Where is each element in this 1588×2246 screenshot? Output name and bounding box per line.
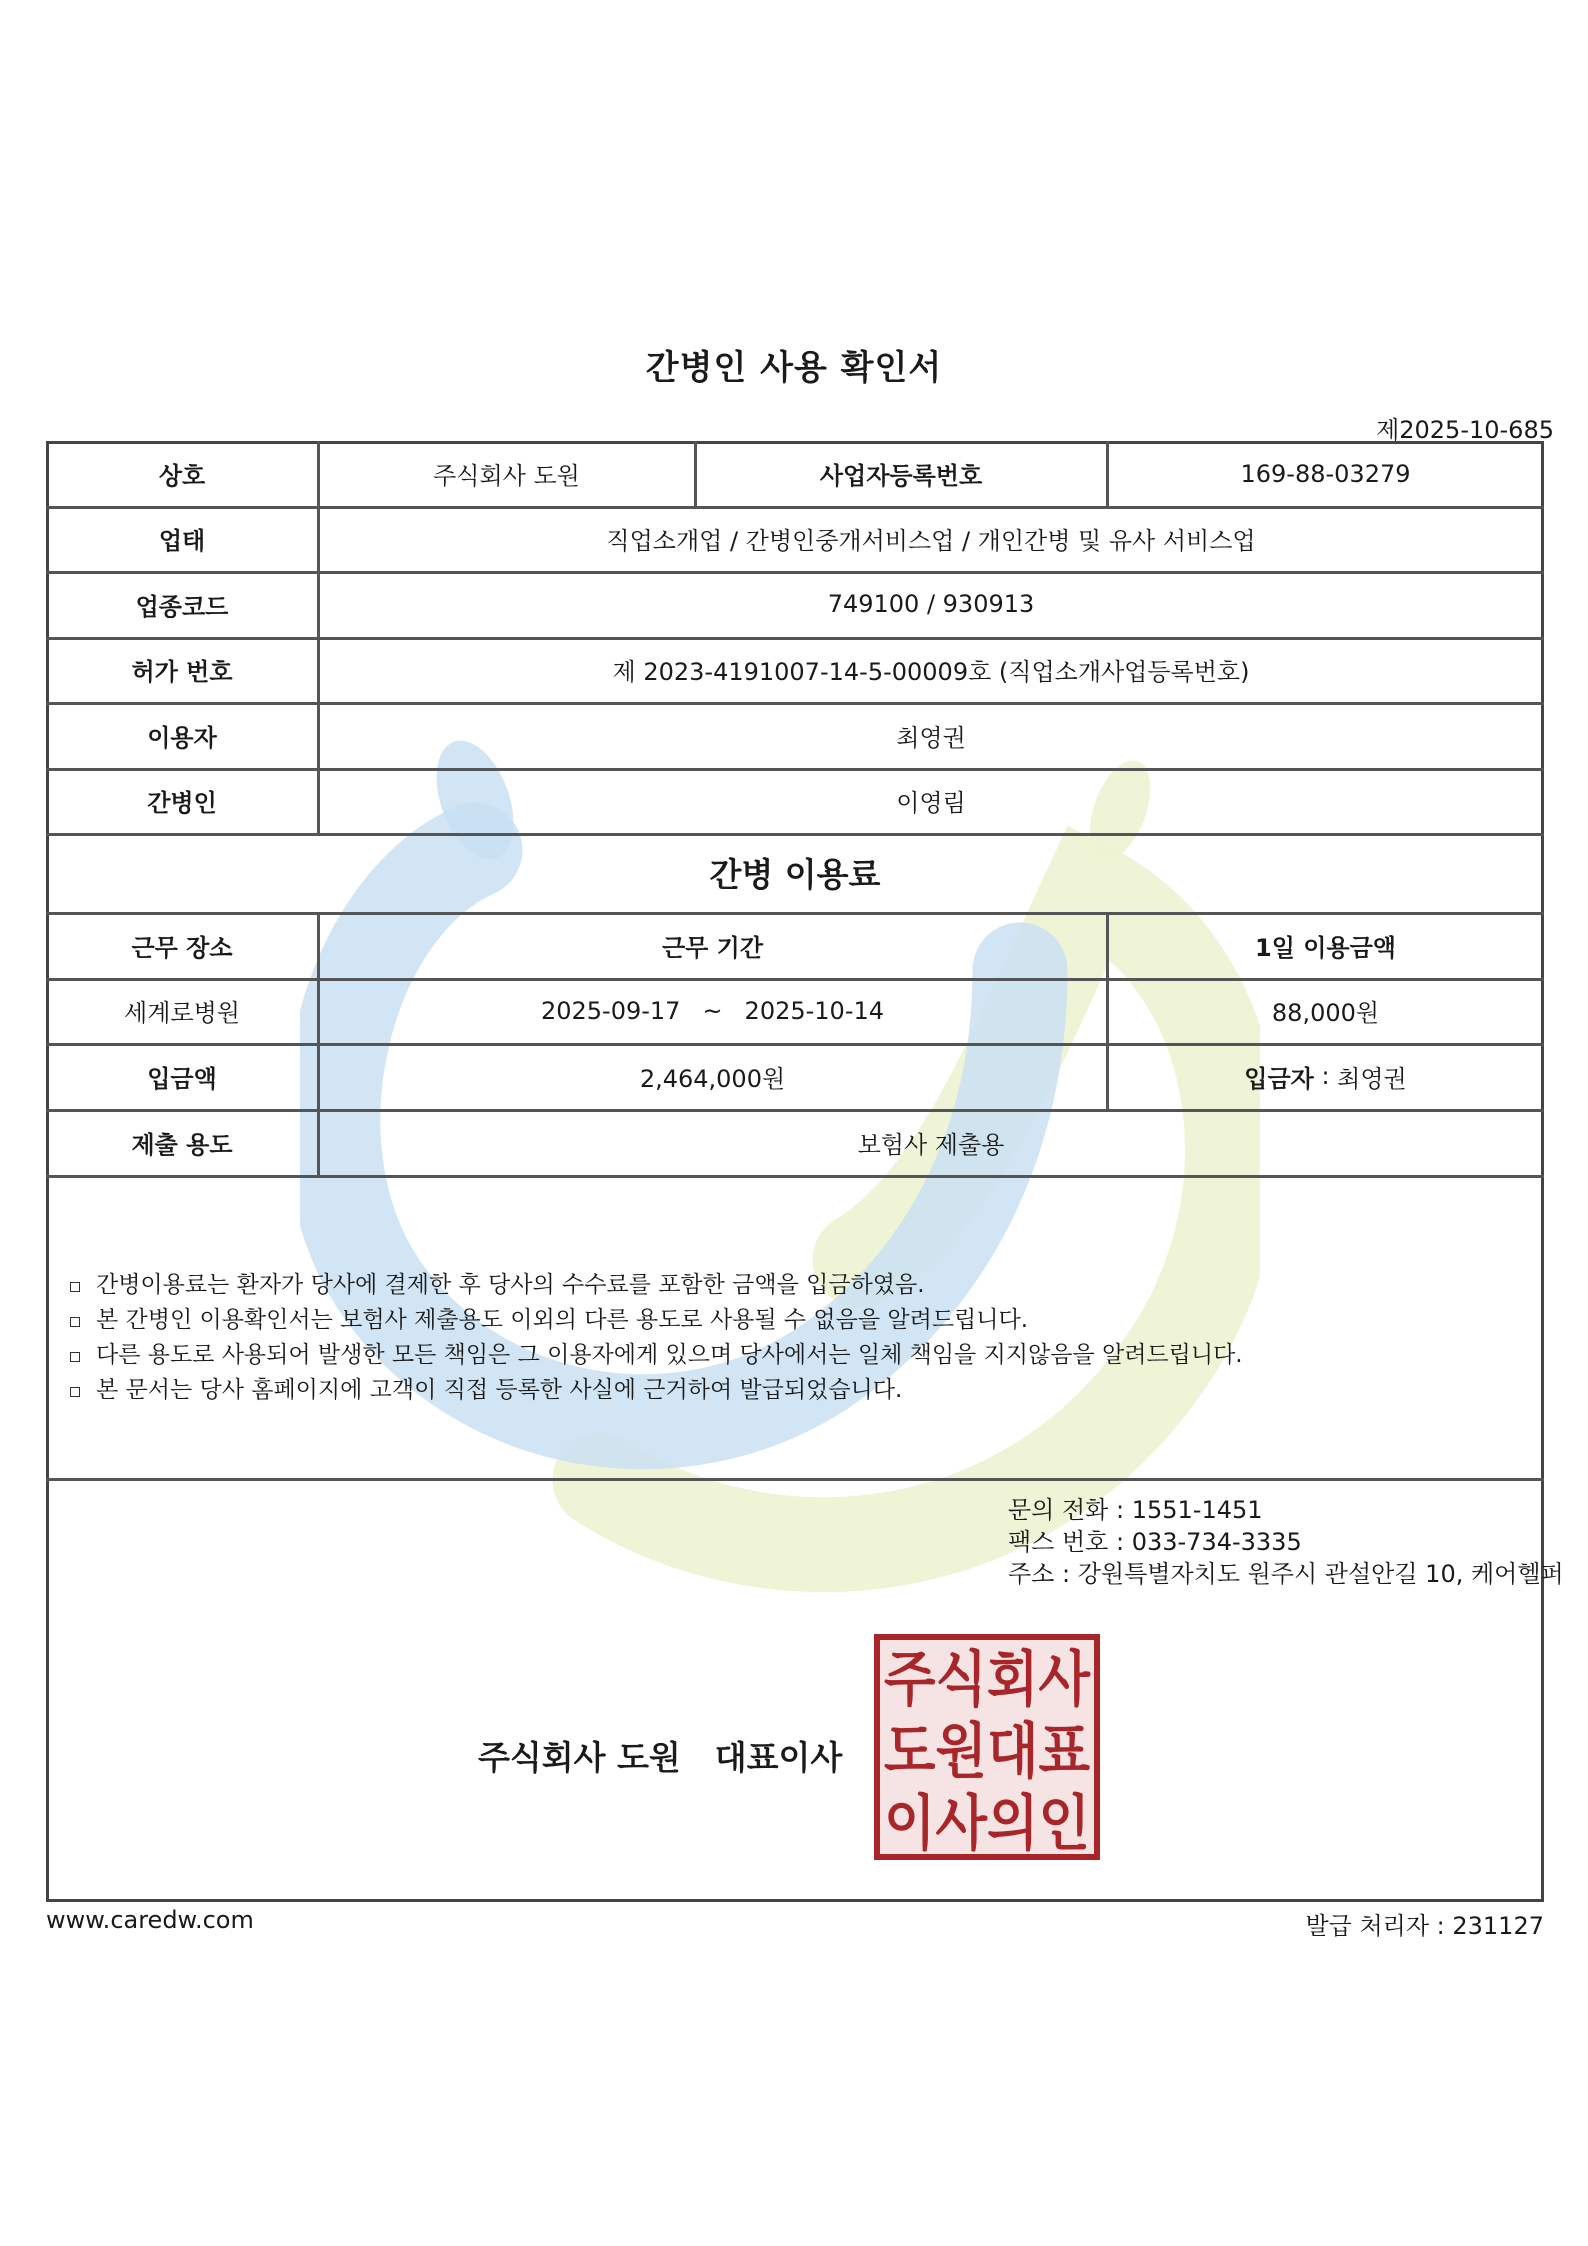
- user-value: 최영권: [896, 723, 966, 752]
- notice-item: 본 간병인 이용확인서는 보험사 제출용도 이외의 다른 용도로 사용될 수 없음을 알려드립니다.: [70, 1303, 1243, 1338]
- registration-number-label: 사업자등록번호: [819, 462, 983, 490]
- fee-section-title: 간병 이용료: [709, 855, 881, 894]
- square-bullet-icon: [70, 1282, 80, 1292]
- svg-text:이사의인: 이사의인: [884, 1789, 1090, 1859]
- deposit-amount-value: 2,464,000원: [639, 1064, 786, 1093]
- depositor-separator: :: [1313, 1062, 1338, 1090]
- period-separator: ~: [702, 996, 723, 1025]
- caregiver-label: 간병인: [147, 789, 217, 817]
- contact-fax: 팩스 번호 : 033-734-3335: [1008, 1528, 1302, 1556]
- work-period-label: 근무 기간: [661, 933, 764, 962]
- issuer-id: 발급 처리자 : 231127: [1305, 1912, 1544, 1940]
- industry-code-label: 업종코드: [135, 592, 229, 621]
- document-title: 간병인 사용 확인서: [645, 348, 943, 388]
- signer-title: 대표이사: [714, 1738, 843, 1777]
- period-start: 2025-09-17: [540, 996, 681, 1025]
- deposit-amount-label: 입금액: [147, 1064, 217, 1093]
- daily-fee-value: 88,000원: [1271, 999, 1380, 1027]
- industry-code-value: 749100 / 930913: [827, 590, 1035, 618]
- business-type-value: 직업소개업 / 간병인중개서비스업 / 개인간병 및 유사 서비스업: [606, 527, 1256, 555]
- square-bullet-icon: [70, 1387, 80, 1397]
- document-number: 제2025-10-685: [1376, 416, 1554, 444]
- notice-item: 다른 용도로 사용되어 발생한 모든 책임은 그 이용자에게 있으며 당사에서는 일체 책임을 지지않음을 알려드립니다.: [70, 1338, 1243, 1373]
- contact-info: [1008, 1494, 1564, 1590]
- work-place-value: 세계로병원: [124, 999, 240, 1027]
- work-period-value: [318, 978, 1107, 1043]
- contact-address: 주소 : 강원특별자치도 원주시 관설안길 10, 케어헬퍼: [1008, 1560, 1564, 1588]
- row-divider: [46, 1478, 1544, 1481]
- svg-text:도원대표: 도원대표: [884, 1717, 1091, 1787]
- company-name-value: 주식회사 도원: [433, 462, 580, 490]
- work-place-label: 근무 장소: [131, 933, 233, 962]
- notice-list: [70, 1268, 1243, 1408]
- website-link[interactable]: www.caredw.com: [46, 1906, 254, 1934]
- signer: [478, 1732, 842, 1779]
- depositor-label: 입금자: [1244, 1064, 1314, 1093]
- notice-item: 간병이용료는 환자가 당사에 결제한 후 당사의 수수료를 포함한 금액을 입금하였음.: [70, 1268, 1243, 1303]
- period-end: 2025-10-14: [744, 996, 885, 1025]
- company-seal-stamp: [874, 1634, 1100, 1860]
- notice-item: 본 문서는 당사 홈페이지에 고객이 직접 등록한 사실에 근거하여 발급되었습니다.: [70, 1373, 1243, 1408]
- depositor-value: 최영권: [1337, 1064, 1407, 1093]
- user-label: 이용자: [147, 723, 217, 752]
- caregiver-value: 이영림: [896, 789, 966, 817]
- registration-number-value: 169-88-03279: [1240, 459, 1411, 488]
- svg-text:주식회사: 주식회사: [884, 1645, 1091, 1715]
- purpose-label: 제출 용도: [131, 1130, 233, 1159]
- signer-company: 주식회사 도원: [478, 1738, 681, 1777]
- depositor-cell: [1107, 1043, 1544, 1109]
- business-type-label: 업태: [158, 527, 206, 555]
- company-name-label: 상호: [158, 462, 206, 490]
- square-bullet-icon: [70, 1317, 80, 1327]
- purpose-value: 보험사 제출용: [857, 1130, 1005, 1159]
- contact-phone: 문의 전화 : 1551-1451: [1008, 1496, 1263, 1524]
- license-number-label: 허가 번호: [131, 658, 233, 686]
- license-number-value: 제 2023-4191007-14-5-00009호 (직업소개사업등록번호): [612, 658, 1250, 686]
- row-divider: [46, 1175, 1544, 1178]
- square-bullet-icon: [70, 1352, 80, 1362]
- daily-fee-label: 1일 이용금액: [1255, 933, 1396, 962]
